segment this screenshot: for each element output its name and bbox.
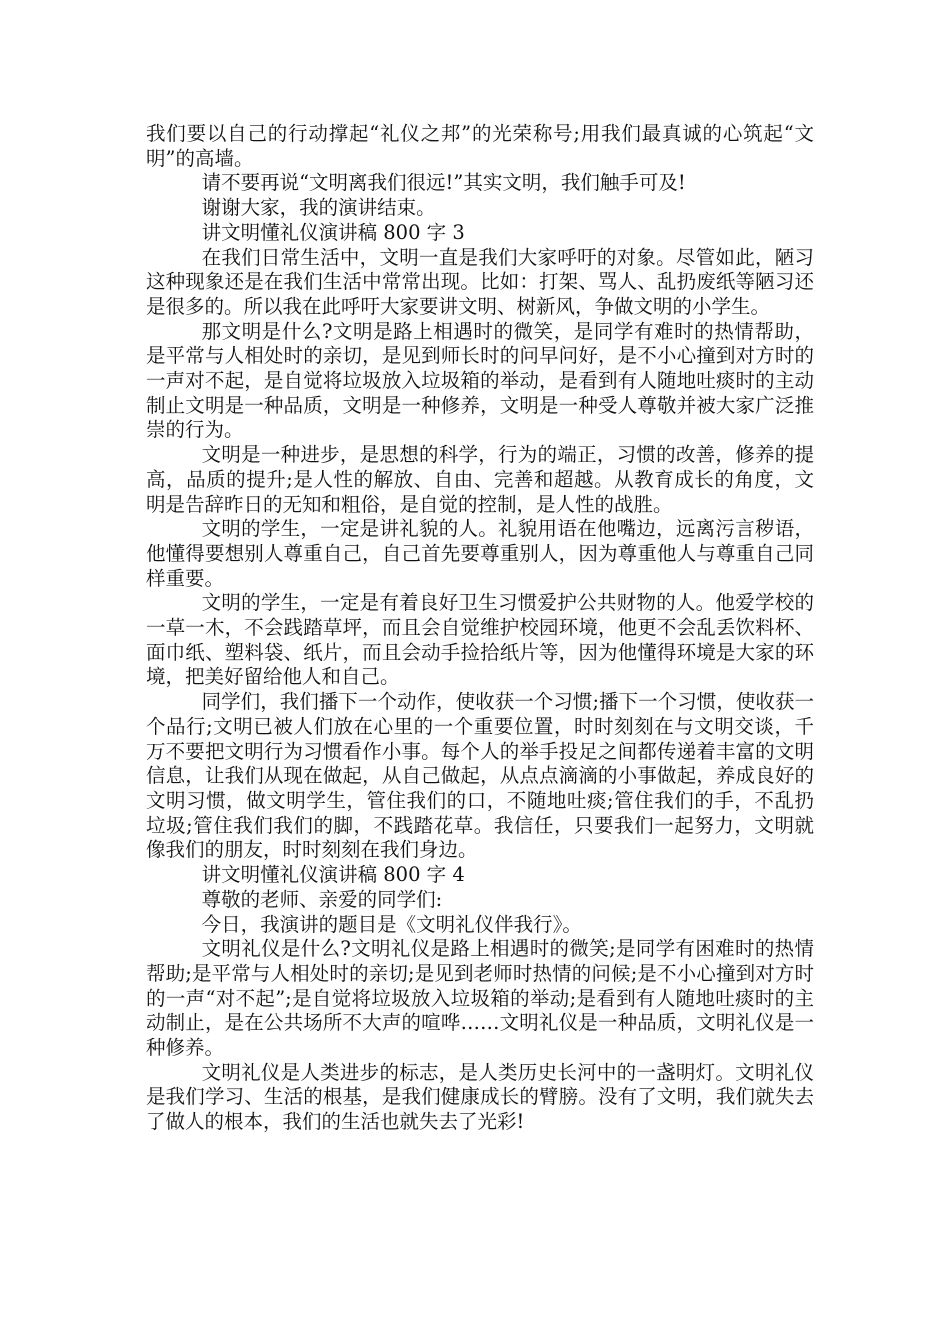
paragraph: 在我们日常生活中，文明一直是我们大家呼吁的对象。尽管如此，陋习这种现象还是在我们生活中常常出现。比如：打架、骂人、乱扔废纸等陋习还是很多的。所以我在此呼吁大家要讲文明、树新风，争做文明的小学生。 bbox=[146, 245, 814, 318]
paragraph: 文明的学生，一定是有着良好卫生习惯爱护公共财物的人。他爱学校的一草一木，不会践踏草坪，而且会自觉维护校园环境，他更不会乱丢饮料杯、面巾纸、塑料袋、纸片，而且会动手捡拾纸片等，因为他懂得环境是大家的环境，把美好留给他人和自己。 bbox=[146, 591, 814, 689]
paragraph: 文明的学生，一定是讲礼貌的人。礼貌用语在他嘴边，远离污言秽语，他懂得要想别人尊重自己，自己首先要尊重别人，因为尊重他人与尊重自己同样重要。 bbox=[146, 517, 814, 590]
paragraph: 文明礼仪是什么?文明礼仪是路上相遇时的微笑;是同学有困难时的热情帮助;是平常与人相处时的亲切;是见到老师时热情的问候;是不小心撞到对方时的一声“对不起”;是自觉将垃圾放入垃圾箱的举动;是看到有人随地吐痰时的主动制止，是在公共场所不大声的喧哗……文明礼仪是一种品质，文明礼仪是一种修养。 bbox=[146, 937, 814, 1060]
paragraph: 今日，我演讲的题目是《文明礼仪伴我行》。 bbox=[201, 912, 582, 936]
section-heading: 讲文明懂礼仪演讲稿 800 字 4 bbox=[201, 863, 465, 887]
paragraph: 文明礼仪是人类进步的标志，是人类历史长河中的一盏明灯。文明礼仪是我们学习、生活的根基，是我们健康成长的臂膀。没有了文明，我们就失去了做人的根本，我们的生活也就失去了光彩! bbox=[146, 1060, 814, 1134]
paragraph: 那文明是什么?文明是路上相遇时的微笑，是同学有难时的热情帮助，是平常与人相处时的亲切，是见到师长时的问早问好，是不小心撞到对方时的一声对不起，是自觉将垃圾放入垃圾箱的举动，是看到有人随地吐痰时的主动制止文明是一种品质，文明是一种修养，文明是一种受人尊敬并被大家广泛推崇的行为。 bbox=[146, 319, 814, 442]
document-body bbox=[146, 122, 814, 1135]
paragraph: 同学们，我们播下一个动作，使收获一个习惯;播下一个习惯，使收获一个品行;文明已被人们放在心里的一个重要位置，时时刻刻在与文明交谈，千万不要把文明行为习惯看作小事。每个人的举手投足之间都传递着丰富的文明信息，让我们从现在做起，从自己做起，从点点滴滴的小事做起，养成良好的文明习惯，做文明学生，管住我们的口，不随地吐痰;管住我们的手，不乱扔垃圾;管住我们我们的脚，不践踏花草。我信任，只要我们一起努力，文明就像我们的朋友，时时刻刻在我们身边。 bbox=[146, 690, 814, 862]
paragraph: 我们要以自己的行动撑起“礼仪之邦”的光荣称号;用我们最真诚的心筑起“文明”的高墙。 bbox=[146, 122, 814, 170]
paragraph: 文明是一种进步，是思想的科学，行为的端正，习惯的改善，修养的提高，品质的提升;是人性的解放、自由、完善和超越。从教育成长的角度，文明是告辞昨日的无知和粗俗，是自觉的控制，是人性的战胜。 bbox=[146, 443, 814, 516]
paragraph: 谢谢大家，我的演讲结束。 bbox=[201, 196, 436, 220]
salutation: 尊敬的老师、亲爱的同学们: bbox=[201, 887, 443, 911]
section-heading: 讲文明懂礼仪演讲稿 800 字 3 bbox=[201, 220, 465, 244]
paragraph: 请不要再说“文明离我们很远!”其实文明，我们触手可及! bbox=[201, 171, 686, 195]
